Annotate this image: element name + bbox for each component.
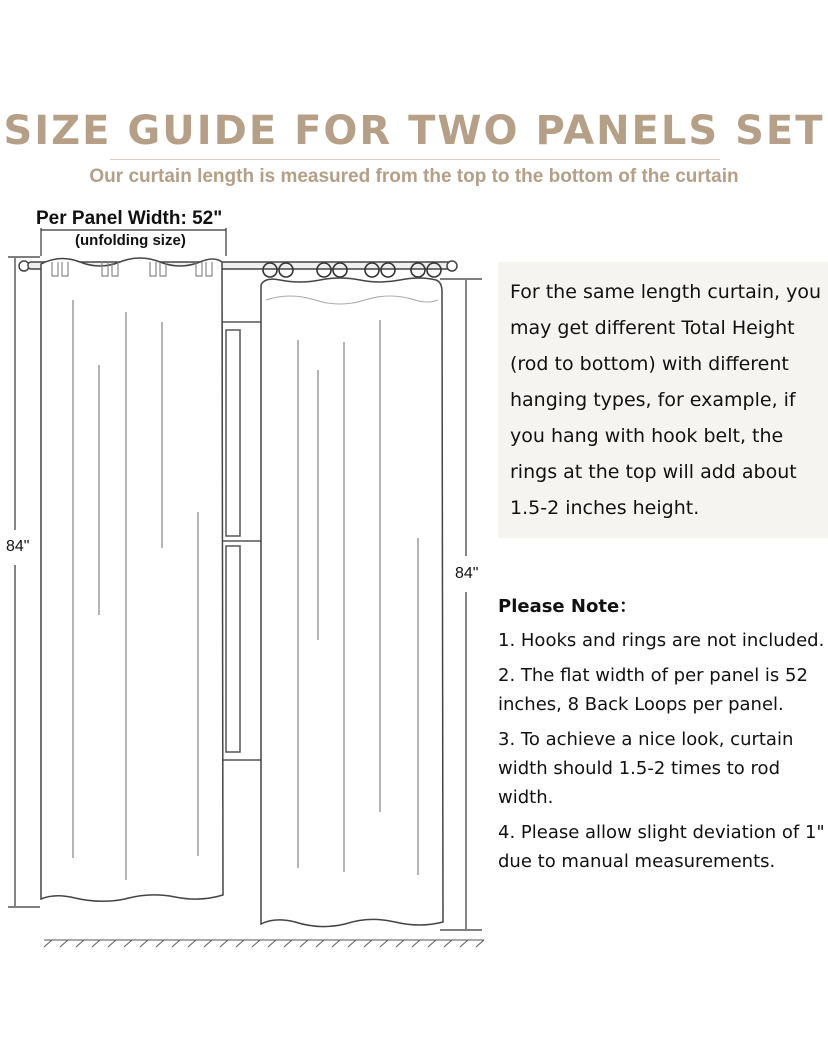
note-item: 4. Please allow slight deviation of 1" due to manual measurements.	[498, 822, 825, 872]
window-frame	[222, 322, 262, 760]
notes-list	[498, 626, 828, 882]
floor	[44, 940, 484, 947]
page-subtitle: Our curtain length is measured from the top to the bottom of the curtain	[89, 166, 739, 187]
note-item: 3. To achieve a nice look, curtain width should 1.5-2 times to rod width.	[498, 729, 794, 808]
left-curtain-panel	[41, 258, 223, 901]
right-curtain-panel	[261, 278, 443, 927]
note-title: Please Note：	[498, 596, 638, 617]
note-item: 2. The flat width of per panel is 52 inches, 8 Back Loops per panel.	[498, 665, 808, 715]
right-height-label: 84"	[455, 565, 479, 582]
left-height-dimension	[8, 257, 40, 907]
note-item: 1. Hooks and rings are not included.	[498, 630, 825, 651]
width-dimension	[41, 228, 226, 256]
info-box	[498, 262, 828, 538]
page-title: SIZE GUIDE FOR TWO PANELS SET	[3, 108, 825, 154]
right-height-dimension	[440, 279, 482, 930]
unfolding-size-label: (unfolding size)	[75, 232, 186, 249]
left-height-label: 84"	[6, 538, 30, 555]
panel-width-label: Per Panel Width: 52"	[36, 208, 223, 229]
info-text: For the same length curtain, you may get different Total Height (rod to bottom) with different hanging types, for example, if you hang with hook belt, the rings at the top will add about 1.5-2 inches height.	[510, 281, 822, 519]
